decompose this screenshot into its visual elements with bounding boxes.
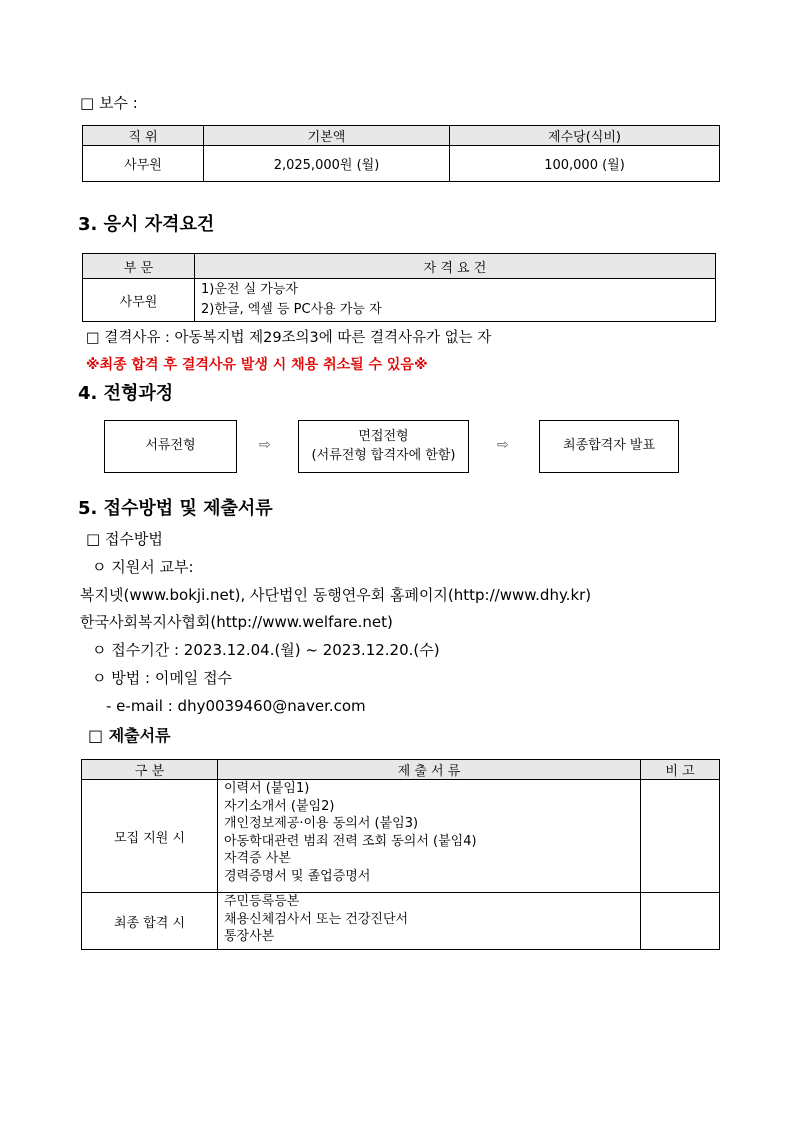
pay-cell-position: 사무원	[83, 146, 204, 182]
step-document-screening	[104, 420, 237, 473]
arrow-right-icon: ⇨	[497, 437, 509, 453]
list-item: 개인정보제공·이용 동의서 (붙임3)	[224, 816, 419, 831]
list-item: 자격증 사본	[224, 851, 291, 866]
docs-header-docs: 제 출 서 류	[218, 760, 641, 780]
list-item: 경력증명서 및 졸업증명서	[224, 868, 371, 884]
method-heading: □ 접수방법	[86, 530, 163, 548]
list-item: 통장사본	[224, 929, 275, 944]
docs-header-note: 비 고	[641, 760, 720, 780]
step-interview	[298, 420, 469, 473]
step2-label: 면접전형	[358, 428, 409, 444]
docs-cell-apply-note	[641, 780, 720, 893]
pay-cell-base: 2,025,000원 (월)	[204, 146, 450, 182]
application-email: - e-mail : dhy0039460@naver.com	[106, 697, 366, 715]
docs-cell-apply-label: 모집 지원 시	[82, 780, 218, 893]
docs-cell-final-label: 최종 합격 시	[82, 893, 218, 950]
qual-cell-dept: 사무원	[83, 279, 195, 322]
docs-cell-final-list	[218, 893, 641, 950]
disqualification-note: □ 결격사유 : 아동복지법 제29조의3에 따른 결격사유가 없는 자	[86, 330, 492, 346]
list-item: 이력서 (붙임1)	[224, 781, 310, 796]
pay-header-position: 직 위	[83, 126, 204, 146]
qual-cell-req	[195, 279, 716, 322]
pay-header-allowance: 제수당(식비)	[450, 126, 720, 146]
cancellation-warning: ※최종 합격 후 결격사유 발생 시 채용 취소될 수 있음※	[86, 357, 428, 373]
form-label: ㅇ 지원서 교부:	[92, 558, 194, 576]
pay-table	[82, 125, 720, 182]
documents-table	[81, 759, 720, 950]
section4-title: 4. 전형과정	[78, 383, 174, 404]
list-item: 채용신체검사서 또는 건강진단서	[224, 911, 409, 927]
pay-header-base: 기본액	[204, 126, 450, 146]
qualification-table	[82, 253, 716, 322]
docs-header-category: 구 분	[82, 760, 218, 780]
docs-cell-apply-list	[218, 780, 641, 893]
arrow-right-icon: ⇨	[259, 437, 271, 453]
qual-req-2: 2)한글, 엑셀 등 PC사용 가능 자	[201, 302, 382, 317]
step2-sublabel: (서류전형 합격자에 한함)	[311, 447, 456, 463]
qual-header-dept: 부 문	[83, 254, 195, 279]
step3-label: 최종합격자 발표	[562, 438, 656, 454]
section5-title: 5. 접수방법 및 제출서류	[78, 498, 273, 519]
section3-title: 3. 응시 자격요건	[78, 214, 215, 235]
step1-label: 서류전형	[145, 438, 196, 454]
pay-cell-allowance: 100,000 (월)	[450, 146, 720, 182]
application-period: ㅇ 접수기간 : 2023.12.04.(월) ~ 2023.12.20.(수)	[92, 641, 440, 659]
list-item: 자기소개서 (붙임2)	[224, 798, 335, 814]
pay-heading: □ 보수 :	[80, 94, 138, 112]
docs-cell-final-note	[641, 893, 720, 950]
step-final-announcement	[539, 420, 679, 473]
application-method: ㅇ 방법 : 이메일 접수	[92, 669, 233, 687]
list-item: 주민등록등본	[224, 894, 300, 909]
qual-header-req: 자 격 요 건	[195, 254, 716, 279]
form-source-line1: 복지넷(www.bokji.net), 사단법인 동행연우회 홈페이지(http://www.dhy.kr)	[80, 586, 592, 604]
qual-req-1: 1)운전 실 가능자	[201, 282, 298, 297]
form-source-line2: 한국사회복지사협회(http://www.welfare.net)	[80, 613, 393, 631]
docs-heading: □ 제출서류	[88, 726, 171, 745]
list-item: 아동학대관련 범죄 전력 조회 동의서 (붙임4)	[224, 833, 477, 849]
